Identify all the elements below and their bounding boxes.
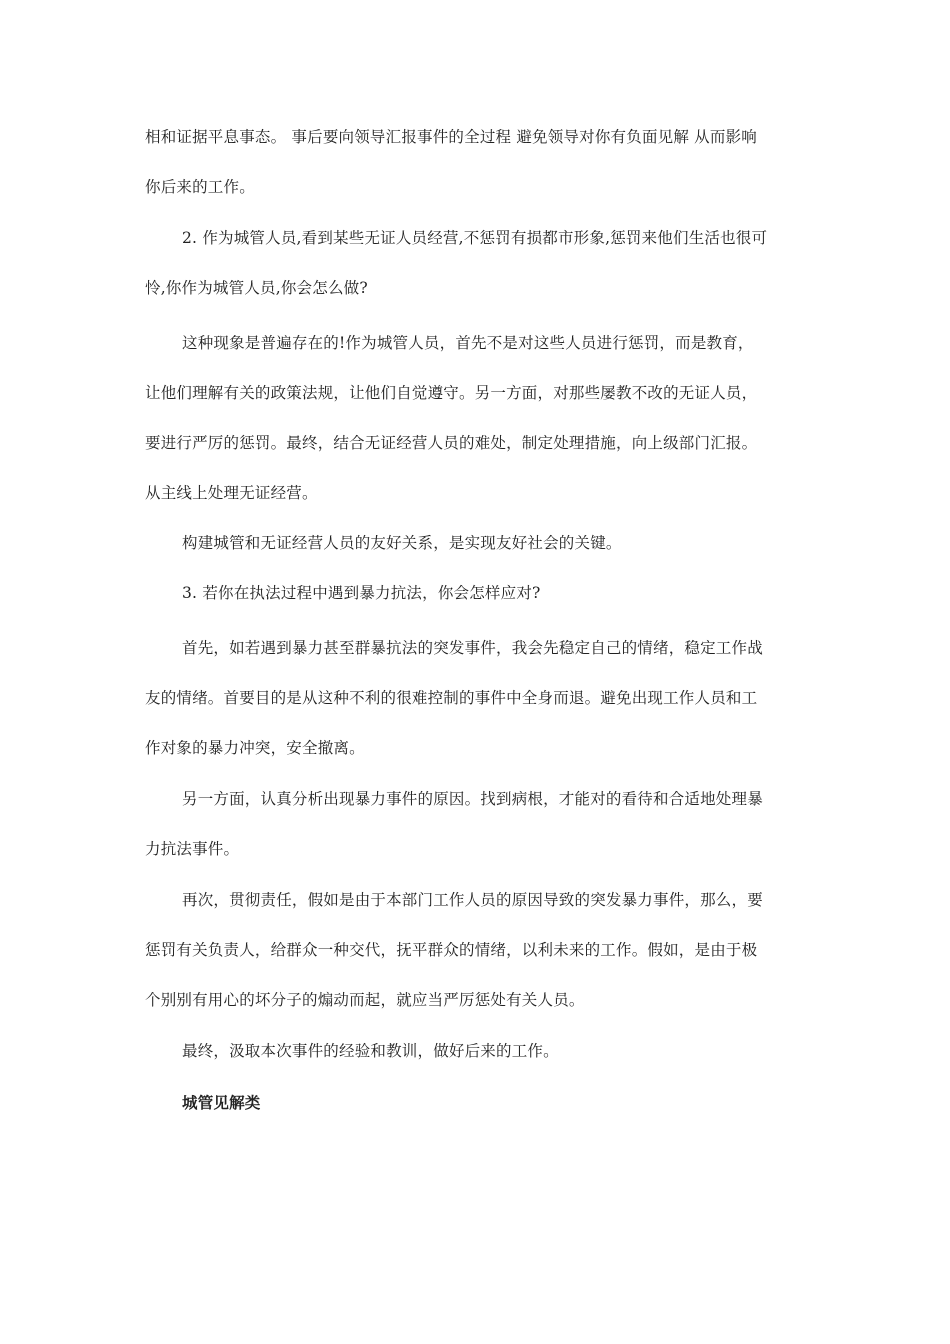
paragraph-line: 构建城管和无证经营人员的友好关系，是实现友好社会的关键。 — [182, 534, 622, 552]
question-3-line: 3. 若你在执法过程中遇到暴力抗法，你会怎样应对? — [182, 584, 541, 602]
paragraph-line: 个别别有用心的坏分子的煽动而起，就应当严厉惩处有关人员。 — [145, 991, 585, 1009]
paragraph-line: 另一方面，认真分析出现暴力事件的原因。找到病根，才能对的看待和合适地处理暴 — [182, 790, 763, 808]
paragraph-line: 相和证据平息事态。 事后要向领导汇报事件的全过程 避免领导对你有负面见解 从而影响 — [145, 128, 757, 146]
paragraph-line: 最终，汲取本次事件的经验和教训，做好后来的工作。 — [182, 1042, 559, 1060]
paragraph-line: 惩罚有关负责人，给群众一种交代，抚平群众的情绪，以利未来的工作。假如，是由于极 — [145, 941, 758, 959]
question-2-line: 2. 作为城管人员,看到某些无证人员经营,不惩罚有损都市形象,惩罚来他们生活也很可 — [182, 229, 768, 247]
paragraph-line: 力抗法事件。 — [145, 840, 240, 858]
paragraph-line: 友的情绪。首要目的是从这种不利的很难控制的事件中全身而退。避免出现工作人员和工 — [145, 689, 758, 707]
paragraph-line: 要进行严厉的惩罚。最终，结合无证经营人员的难处，制定处理措施，向上级部门汇报。 — [145, 434, 758, 452]
paragraph-line: 让他们理解有关的政策法规，让他们自觉遵守。另一方面，对那些屡教不改的无证人员， — [145, 384, 758, 402]
paragraph-line: 首先，如若遇到暴力甚至群暴抗法的突发事件，我会先稳定自己的情绪，稳定工作战 — [182, 639, 763, 657]
question-2-line: 怜,你作为城管人员,你会怎么做? — [145, 279, 368, 297]
section-heading: 城管见解类 — [182, 1093, 261, 1112]
paragraph-line: 作对象的暴力冲突，安全撤离。 — [145, 739, 365, 757]
paragraph-line: 再次，贯彻责任，假如是由于本部门工作人员的原因导致的突发暴力事件，那么，要 — [182, 891, 763, 909]
paragraph-line: 你后来的工作。 — [145, 178, 255, 196]
paragraph-line: 这种现象是普遍存在的!作为城管人员，首先不是对这些人员进行惩罚，而是教育， — [182, 334, 754, 352]
paragraph-line: 从主线上处理无证经营。 — [145, 484, 318, 502]
